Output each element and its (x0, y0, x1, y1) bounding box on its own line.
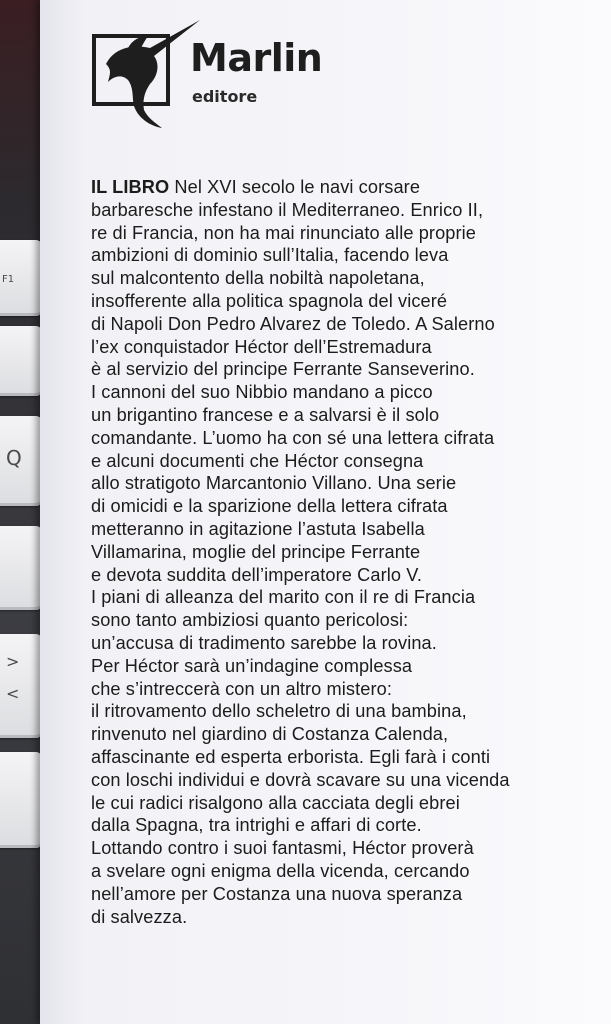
blurb-line: che s’intreccerà con un altro mistero: (91, 678, 392, 699)
blurb-line: l’ex conquistador Héctor dell’Estremadura (91, 336, 432, 357)
keyboard-key (0, 326, 42, 396)
blurb-line: un brigantino francese e a salvarsi è il solo (91, 404, 440, 425)
blurb-line: affascinante ed esperta erborista. Egli farà i conti (91, 746, 491, 767)
blurb-heading: IL LIBRO (91, 177, 170, 197)
blurb-line: dalla Spagna, tra intrighi e affari di corte. (91, 815, 422, 836)
book-blurb (91, 176, 571, 928)
blurb-line: nell’amore per Costanza una nuova speranza (91, 883, 463, 904)
blurb-line: di Napoli Don Pedro Alvarez de Toledo. A Salerno (91, 313, 495, 334)
blurb-line-text: Nel XVI secolo le navi corsare (174, 177, 421, 197)
keyboard-key (0, 752, 42, 848)
blurb-line: il ritrovamento dello scheletro di una bambina, (91, 701, 467, 722)
blurb-line: a svelare ogni enigma della vicenda, cercando (91, 860, 470, 881)
marlin-fish-icon (92, 18, 202, 134)
blurb-line: rinvenuto nel giardino di Costanza Calenda, (91, 724, 449, 745)
publisher-subtitle: editore (192, 87, 258, 106)
keyboard-key-f1 (0, 240, 42, 316)
blurb-line: Per Héctor sarà un’indagine complessa (91, 655, 413, 676)
blurb-line: è al servizio del principe Ferrante Sanseverino. (91, 359, 475, 380)
blurb-line: Lottando contro i suoi fantasmi, Héctor proverà (91, 838, 474, 859)
publisher-logo (92, 14, 352, 134)
keyboard-key (0, 526, 42, 610)
key-label-greater: > (6, 652, 20, 671)
blurb-line: allo stratigoto Marcantonio Villano. Una serie (91, 473, 457, 494)
blurb-line: comandante. L’uomo ha con sé una lettera cifrata (91, 427, 495, 448)
keyboard-key-angle (0, 634, 42, 738)
blurb-line (91, 176, 571, 199)
blurb-line: I cannoni del suo Nibbio mandano a picco (91, 382, 433, 403)
blurb-line: ambizioni di dominio sull’Italia, facendo leva (91, 245, 449, 266)
blurb-line: insofferente alla politica spagnola del viceré (91, 290, 448, 311)
blurb-line: con loschi individui e dovrà scavare su una vicenda (91, 769, 510, 790)
keyboard-key-q (0, 416, 42, 506)
blurb-line: metteranno in agitazione l’astuta Isabella (91, 518, 425, 539)
blurb-line: re di Francia, non ha mai rinunciato alle proprie (91, 222, 477, 243)
blurb-line: barbaresche infestano il Mediterraneo. Enrico II, (91, 199, 484, 220)
key-label-q: Q (6, 446, 22, 470)
blurb-line: e alcuni documenti che Héctor consegna (91, 450, 424, 471)
blurb-line: Villamarina, moglie del principe Ferrante (91, 541, 421, 562)
publisher-name: Marlin (190, 36, 323, 80)
blurb-line: di salvezza. (91, 906, 188, 927)
blurb-line: di omicidi e la sparizione della lettera cifrata (91, 496, 448, 517)
blurb-line: le cui radici risalgono alla cacciata degli ebrei (91, 792, 460, 813)
key-label-f1: F1 (2, 274, 15, 285)
blurb-line: I piani di alleanza del marito con il re di Francia (91, 587, 476, 608)
blurb-line: e devota suddita dell’imperatore Carlo V. (91, 564, 422, 585)
key-label-less: < (6, 684, 20, 703)
blurb-line: un’accusa di tradimento sarebbe la rovina. (91, 632, 437, 653)
blurb-line: sul malcontento della nobiltà napoletana, (91, 268, 425, 289)
blurb-line: sono tanto ambiziosi quanto pericolosi: (91, 610, 409, 631)
